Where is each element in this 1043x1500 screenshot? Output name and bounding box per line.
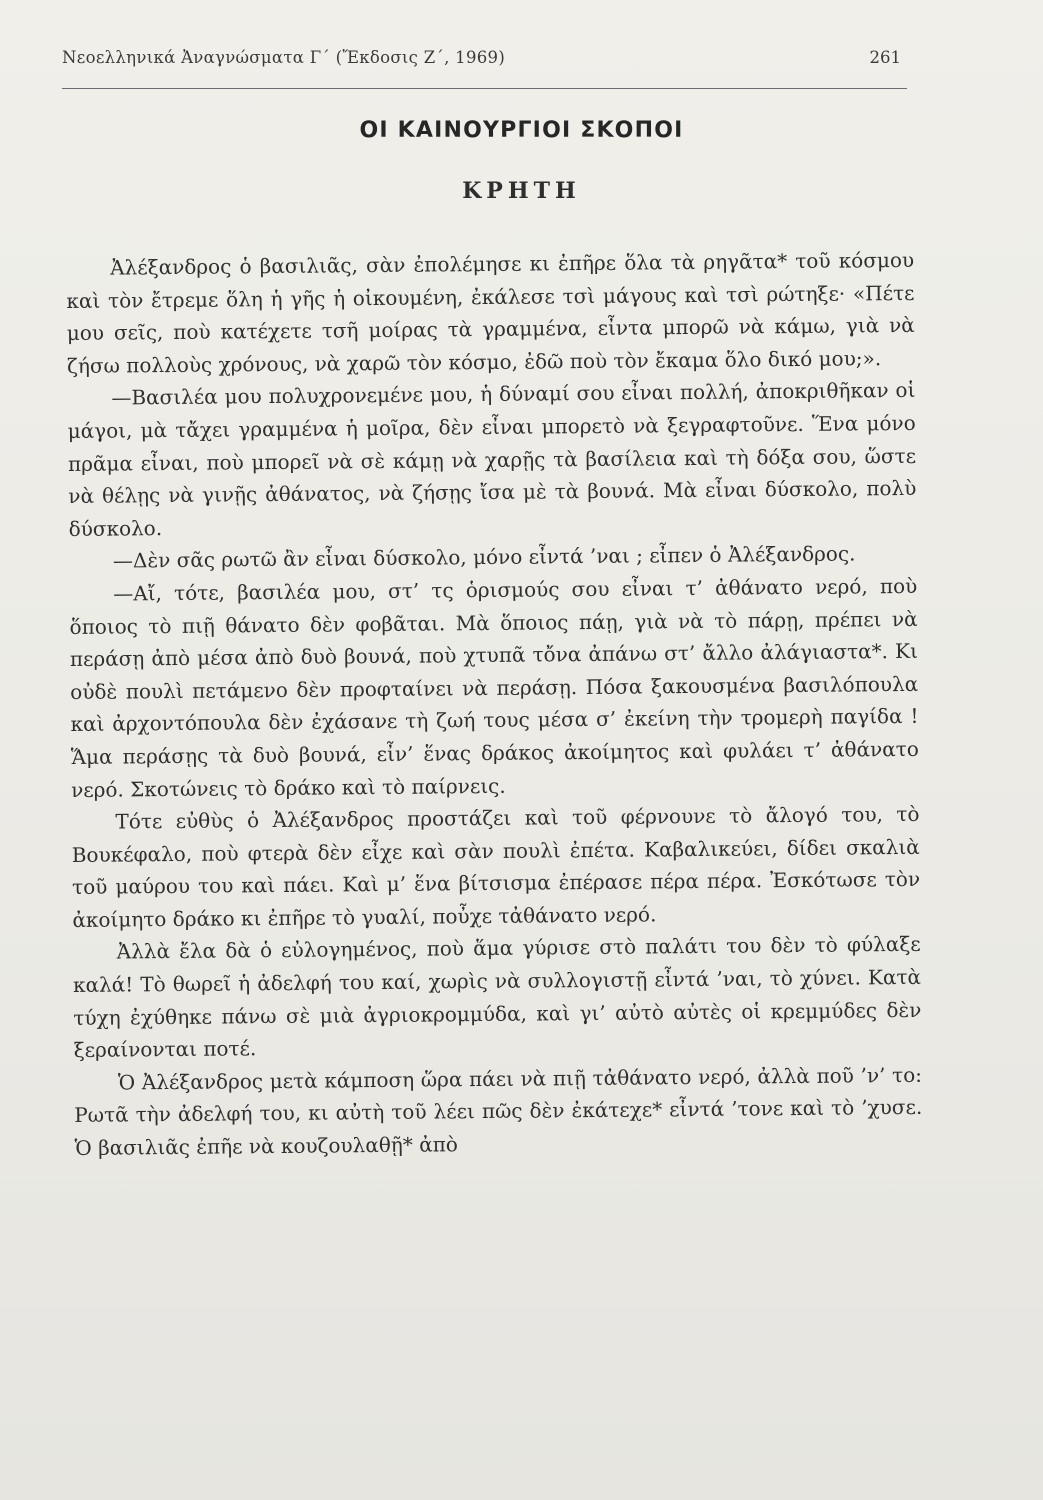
paragraph-7: Ὁ Ἀλέξανδρος μετὰ κάμποση ὥρα πάει νὰ πιῇ τἀθάνατο νερό, ἀλλὰ ποῦ ’ν’ το: Ρωτᾶ τὴν ἀδελφή του, κι αὐτὴ τοῦ λέει πῶς δὲν ἐκάτεχε* εἶντά ’τονε καὶ τὸ ’χυσε. Ὁ βασιλιᾶς ἐπῆε νὰ κουζουλαθῇ* ἀπὸ [74,1062,923,1160]
paragraph-4: —Αἴ, τότε, βασιλέα μου, στ’ τς ὁρισμούς σου εἶναι τ’ ἀθάνατο νερό, ποὺ ὅποιος τὸ πιῇ θάνατο δὲν φοβᾶται. Μὰ ὅποιος πάῃ, γιὰ νὰ τὸ πάρῃ, πρέπει νὰ περάσῃ ἀπὸ μέσα ἀπὸ δυὸ βουνά, ποὺ χτυπᾶ τὄνα ἀπάνω στ’ ἄλλο ἀλάγιαστα*. Κι οὐδὲ πουλὶ πετάμενο δὲν προφταίνει νὰ περάσῃ. Πόσα ξακουσμένα βασιλόπουλα καὶ ἀρχοντόπουλα δὲν ἐχάσανε τὴ ζωή τους μέσα σ’ ἐκείνη τὴν τρομερὴ παγίδα ! Ἅμα περάσῃς τὰ δυὸ βουνά, εἶν’ ἕνας δράκος ἀκοίμητος καὶ φυλάει τ’ ἀθάνατο νερό. Σκοτώνεις τὸ δράκο καὶ τὸ παίρνεις. [69,573,919,802]
paragraph-6: Ἀλλὰ ἔλα δὰ ὁ εὐλογημένος, ποὺ ἅμα γύρισε στὸ παλάτι του δὲν τὸ φύλαξε καλά! Τὸ θωρεῖ ἡ ἀδελφή του καί, χωρὶς νὰ συλλογιστῇ εἶντά ’ναι, τὸ χύνει. Κατὰ τύχη ἐχύθηκε πάνω σὲ μιὰ ἀγριοκρομμύδα, καὶ γι’ αὐτὸ αὐτὲς οἱ κρεμμύδες δὲν ξεραίνονται ποτέ. [72,932,922,1063]
story-region: ΚΡΗΤΗ [462,178,581,204]
page-header [62,48,907,89]
paragraph-1: Ἀλέξανδρος ὁ βασιλιᾶς, σὰν ἐπολέμησε κι ἐπῆρε ὅλα τὰ ρηγᾶτα* τοῦ κόσμου καὶ τὸν ἔτρεμε ὅλη ἡ γῆς ἡ οἰκουμένη, ἐκάλεσε τσὶ μάγους καὶ τσὶ ρώτηξε· «Πέτε μου σεῖς, ποὺ κατέχετε τσῆ μοίρας τὰ γραμμένα, εἶντα μπορῶ νὰ κάμω, γιὰ νὰ ζήσω πολλοὺς χρόνους, νὰ χαρῶ τὸν κόσμο, ἐδῶ ποὺ τὸν ἔκαμα ὅλο δικό μου;». [66,247,915,378]
story-body [66,244,923,1165]
paragraph-2: —Βασιλέα μου πολυχρονεμένε μου, ἡ δύναμί σου εἶναι πολλή, ἀποκριθῆκαν οἱ μάγοι, μὰ τἄχει γραμμένα ἡ μοῖρα, δὲν εἶναι μπορετὸ νὰ ξεγραφτοῦνε. Ἕνα μόνο πρᾶμα εἶναι, ποὺ μπορεῖ νὰ σὲ κάμῃ νὰ χαρῇς τὰ βασίλεια καὶ τὴ δόξα σου, ὥστε νὰ θέλῃς νὰ γινῇς ἀθάνατος, νὰ ζήσῃς ἴσα μὲ τὰ βουνά. Μὰ εἶναι δύσκολο, πολὺ δύσκολο. [67,378,917,541]
story-title: ΟΙ ΚΑΙΝΟΥΡΓΙΟΙ ΣΚΟΠΟΙ [359,118,684,143]
paragraph-5: Τότε εὐθὺς ὁ Ἀλέξανδρος προστάζει καὶ τοῦ φέρνουνε τὸ ἄλογό του, τὸ Βουκέφαλο, ποὺ φτερὰ δὲν εἶχε καὶ σὰν πουλὶ ἐπέτα. Καβαλικεύει, δίδει σκαλιὰ τοῦ μαύρου του καὶ πάει. Καὶ μ’ ἕνα βίτσισμα ἐπέρασε πέρα πέρα. Ἐσκότωσε τὸν ἀκοίμητο δράκο κι ἐπῆρε τὸ γυαλί, ποὖχε τἀθάνατο νερό. [71,801,921,932]
paragraph-3: —Δὲν σᾶς ρωτῶ ἂν εἶναι δύσκολο, μόνο εἶντά ’ναι ; εἶπεν ὁ Ἀλέξανδρος. [112,541,856,573]
page-number: 261 [869,48,901,67]
running-head: Νεοελληνικά Ἀναγνώσματα Γ΄ (Ἔκδοσις Ζ΄, 1969) [62,48,506,67]
